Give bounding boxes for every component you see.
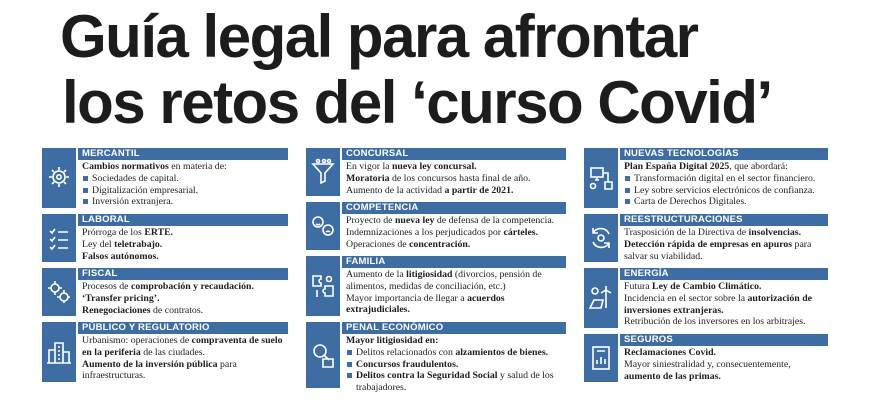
- text-bold: Mayor litigiosidad en:: [346, 335, 439, 346]
- gears-icon: [42, 268, 76, 316]
- text-bold: teletrabajo.: [114, 238, 163, 250]
- section-heading: ENERGÍA: [620, 268, 828, 280]
- bullet-item: [346, 370, 562, 394]
- bullet-item: Ley sobre servicios electrónicos de confianza.: [624, 185, 824, 197]
- refresh-gear-icon: [584, 214, 618, 262]
- text: de los concursos hasta final de año.: [389, 172, 531, 184]
- text-bold: nueva ley concursal.: [391, 161, 477, 172]
- text-bold: Plan España Digital 2025: [624, 161, 730, 172]
- text-bold: ERTE.: [144, 227, 174, 238]
- text: Operaciones de: [346, 238, 410, 250]
- title-line-2: los retos del ‘curso Covid’: [62, 69, 772, 136]
- bullet-item: Transformación digital en el sector financiero.: [624, 173, 824, 185]
- text-bold: Aumento de la inversión pública: [82, 358, 218, 370]
- text: Delitos relacionados con: [356, 346, 456, 358]
- section-nuevas-tecnologias: [584, 148, 828, 208]
- section-heading: PENAL ECONÓMICO: [342, 322, 566, 334]
- section-heading: MERCANTIL: [78, 148, 288, 160]
- text: Indemnizaciones a los perjudicados por: [346, 226, 504, 238]
- text: Aumento de la: [346, 269, 407, 280]
- bullet-item: [346, 359, 562, 371]
- text: En vigor la: [346, 161, 392, 172]
- section-mercantil: [42, 148, 288, 208]
- section-heading: REESTRUCTURACIONES: [620, 214, 828, 226]
- text-bold: Ley de Cambio Climático.: [652, 281, 762, 292]
- text: para infraestructuras.: [82, 358, 237, 382]
- section-heading: COMPETENCIA: [342, 202, 566, 214]
- text: Mayor siniestralidad y, consecuentemente,: [624, 358, 791, 370]
- text: de las ciudades.: [140, 346, 205, 358]
- text-bold: Renegociaciones: [82, 304, 151, 316]
- text: (divorcios, pensión de alimentos, medidas de conciliación, etc.): [346, 269, 542, 292]
- faces-icon: [306, 202, 340, 250]
- puzzle-family-icon: [306, 256, 340, 316]
- text: Futura: [624, 281, 653, 292]
- text-bold: cárteles.: [503, 226, 539, 238]
- text-bold: Detección rápida de empresas en apuros: [624, 238, 793, 250]
- document-chart-icon: [584, 334, 618, 382]
- section-fiscal: [42, 268, 288, 316]
- section-heading: FAMILIA: [342, 256, 566, 268]
- section-heading: SEGUROS: [620, 334, 828, 346]
- bullet-item: Sociedades de capital.: [82, 173, 284, 185]
- text: Prórroga de los: [82, 227, 145, 238]
- bullet-item: [346, 347, 562, 359]
- section-competencia: [306, 202, 566, 250]
- checklist-icon: [42, 214, 76, 262]
- text: y salud de los trabajadores.: [356, 370, 554, 394]
- column-right: [584, 148, 828, 388]
- text: de defensa de la competencia.: [434, 215, 555, 226]
- funnel-icon: [306, 148, 340, 196]
- text-bold: Delitos contra la Seguridad Social: [356, 370, 498, 382]
- text: , que abordará:: [729, 161, 788, 172]
- text-bold: Concursos fraudulentos.: [356, 358, 459, 370]
- text: Retribución de los inversores en los arbitrajes.: [624, 316, 806, 328]
- text-bold: aumento de las primas.: [624, 370, 721, 382]
- text: Incidencia en el sector sobre la: [624, 292, 748, 304]
- bullet-item: Carta de Derechos Digitales.: [624, 196, 824, 208]
- section-penal: [306, 322, 566, 394]
- text-bold: autorización de inversiones extranjeras.: [624, 292, 812, 316]
- text-bold: alzamientos de bienes.: [455, 346, 549, 358]
- text-bold: a partir de 2021.: [444, 184, 514, 196]
- section-laboral: [42, 214, 288, 262]
- bullet-item: Inversión extranjera.: [82, 196, 284, 208]
- gear-hand-icon: [42, 148, 76, 208]
- computer-network-icon: [584, 148, 618, 208]
- text-bold: nueva ley: [394, 215, 435, 226]
- title-line-1: Guía legal para afrontar: [60, 3, 698, 70]
- text-bold: acuerdos extrajudiciales.: [346, 292, 505, 316]
- section-heading: LABORAL: [78, 214, 288, 226]
- section-familia: [306, 256, 566, 316]
- text-bold: concentración.: [409, 238, 471, 250]
- text: para salvar su viabilidad.: [624, 238, 812, 262]
- buildings-icon: [42, 322, 76, 382]
- magnifier-document-icon: [306, 322, 340, 388]
- text: Trasposición de la Directiva de: [624, 227, 749, 238]
- section-heading: PÚBLICO Y REGULATORIO: [78, 322, 288, 334]
- text-bold: Cambios normativos: [82, 161, 169, 172]
- text-bold: Moratoria: [346, 172, 390, 184]
- solar-wind-icon: [584, 268, 618, 328]
- text-bold: litigiosidad: [406, 269, 453, 280]
- text-bold: comprobación y recaudación.: [130, 281, 254, 292]
- text: Proyecto de: [346, 215, 395, 226]
- text: Ley del: [82, 238, 115, 250]
- text: Procesos de: [82, 281, 131, 292]
- section-energia: [584, 268, 828, 328]
- text-bold: ‘Transfer pricing’.: [82, 292, 160, 304]
- text-bold: Falsos autónomos.: [82, 250, 159, 262]
- column-middle: [306, 148, 566, 394]
- section-reestructuraciones: [584, 214, 828, 262]
- section-heading: NUEVAS TECNOLOGÍAS: [620, 148, 828, 160]
- page-title: [60, 4, 840, 136]
- text: Mayor importancia de llegar a: [346, 292, 468, 304]
- text-bold: compraventa de suelo en la periferia: [82, 335, 283, 358]
- column-left: [42, 148, 288, 388]
- text: Urbanismo: operaciones de: [82, 335, 192, 346]
- text-bold: insolvencias.: [748, 227, 802, 238]
- text-bold: Reclamaciones Covid.: [624, 347, 716, 358]
- section-heading: FISCAL: [78, 268, 288, 280]
- text: Aumento de la actividad: [346, 184, 445, 196]
- bullet-item: Digitalización empresarial.: [82, 185, 284, 197]
- text: de contratos.: [150, 304, 204, 316]
- section-publico: [42, 322, 288, 382]
- section-heading: CONCURSAL: [342, 148, 566, 160]
- section-concursal: [306, 148, 566, 196]
- section-seguros: [584, 334, 828, 382]
- text: en materia de:: [168, 161, 227, 172]
